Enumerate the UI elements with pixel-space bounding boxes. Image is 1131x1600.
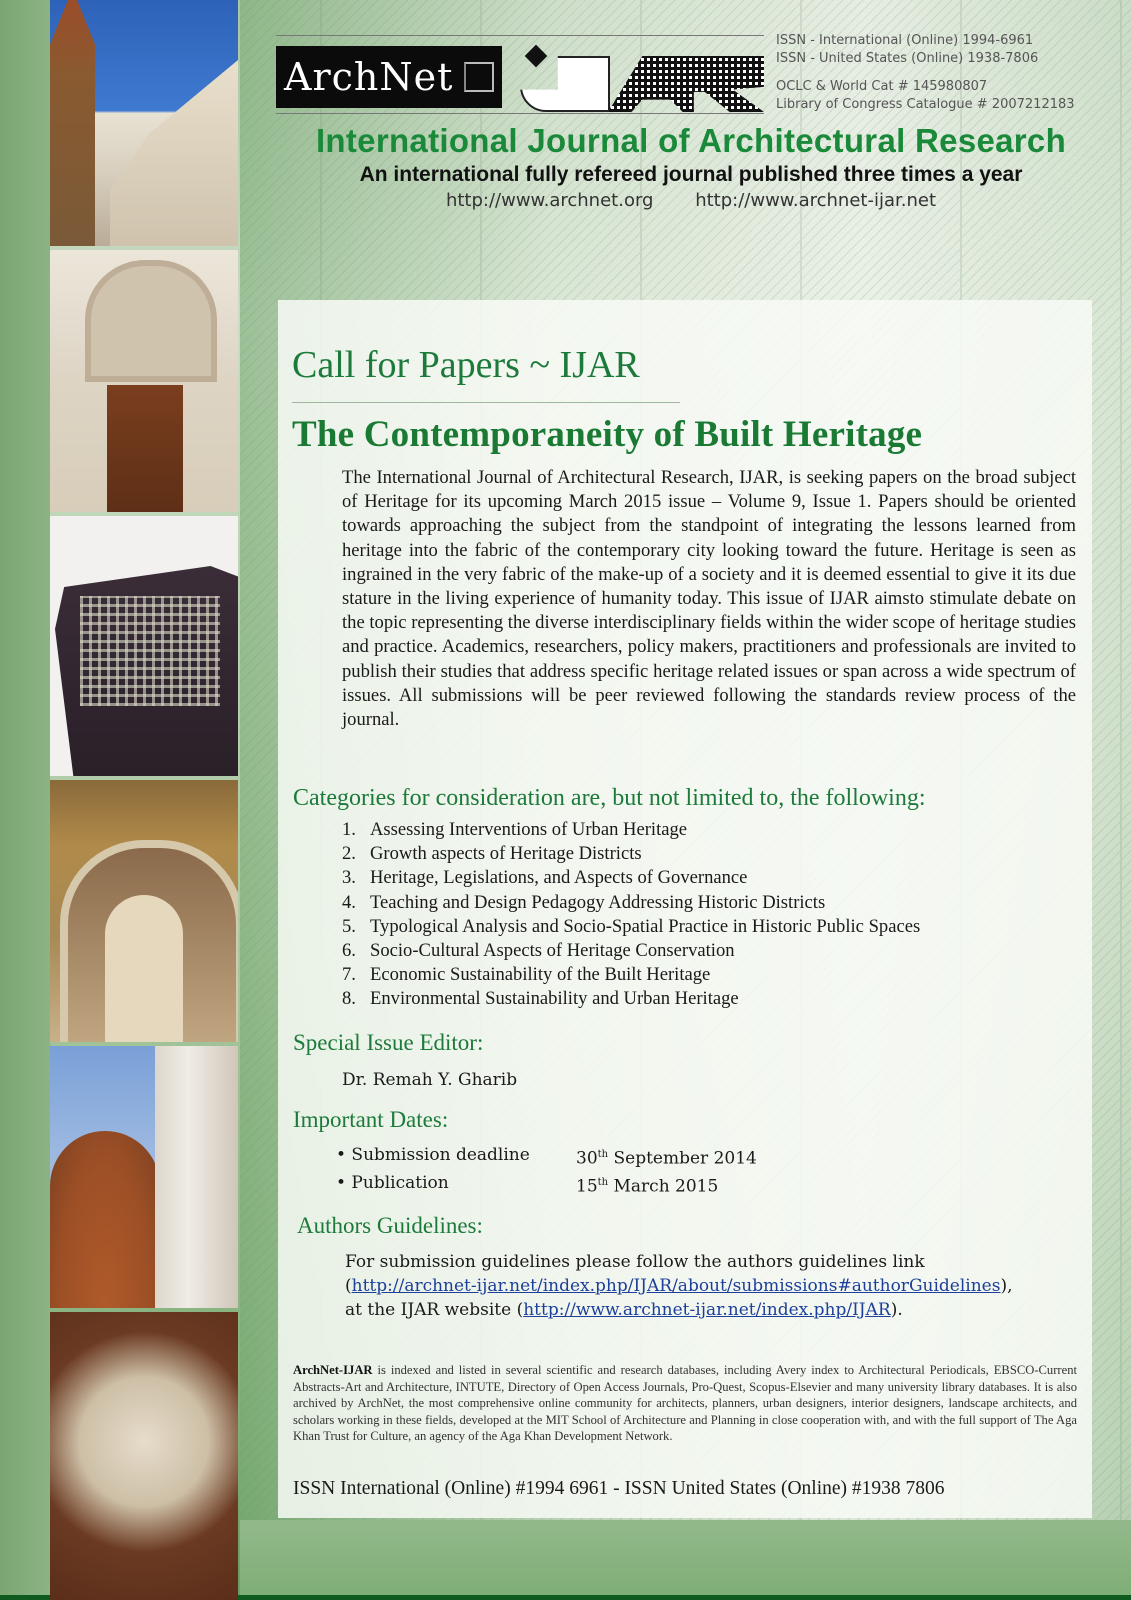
indexing-text: is indexed and listed in several scientific and research databases, including Avery index to Architectural Periodicals, EBSCO-Current Abstracts-Art and Architecture, INTUTE, Directory of Open Access Journals, Pro-Quest, Scopus-Elsevier and many university library databases. It is also archived by ArchNet, the most comprehensive online community for architects, planners, urban designers, interior designers, landscape architects, and scholars working in these fields, developed at the MIT School of Architecture and Planning in close cooperation with, and with the full support of The Aga Khan Trust for Culture, an agency of the Aga Khan Development Network. bbox=[293, 1363, 1077, 1443]
issn-united-states: ISSN - United States (Online) 1938-7806 bbox=[776, 51, 1039, 66]
dates-heading: Important Dates: bbox=[293, 1107, 449, 1132]
date-row-publication: • Publication 15th March 2015 bbox=[336, 1172, 719, 1197]
guidelines-mid-text: at the IJAR website ( bbox=[345, 1300, 524, 1320]
ijar-logo bbox=[520, 42, 764, 112]
category-item: 6. Socio-Cultural Aspects of Heritage Conservation bbox=[342, 940, 735, 962]
category-item: 8. Environmental Sustainability and Urban Heritage bbox=[342, 988, 739, 1010]
ijar-website-link[interactable]: http://www.archnet-ijar.net/index.php/IJAR bbox=[523, 1300, 891, 1320]
guidelines-line: For submission guidelines please follow the authors guidelines link bbox=[345, 1252, 925, 1272]
category-item: 1. Assessing Interventions of Urban Heritage bbox=[342, 819, 688, 840]
ijar-url-link[interactable]: http://www.archnet-ijar.net bbox=[695, 190, 937, 211]
indexing-brand: ArchNet-IJAR bbox=[293, 1363, 373, 1377]
author-guidelines-link[interactable]: http://archnet-ijar.net/index.php/IJAR/about/submissions#authorGuidelines bbox=[351, 1276, 1001, 1296]
intro-paragraph: The International Journal of Architectural Research, IJAR, is seeking papers on the broad subject of Heritage for its upcoming March 2015 issue – Volume 9, Issue 1. Papers should be oriented towards approaching the subject from the standpoint of integrating the lessons learned from heritage into the fabric of the contemporary city looking toward the future. Heritage is seen as ingrained in the very fabric of the make-up of a society and it is deemed essential to give it its due stature in the living experience of humanity today. This issue of IJAR aimsto stimulate debate on the topic representing the diverse interdisciplinary fields within the wider scope of heritage studies and practice. Academics, researchers, policy makers, practitioners and professionals are invited to publish their studies that address specific heritage related issues or span across a wide spectrum of issues. All submissions will be peer reviewed following the standards review process of the journal. bbox=[342, 467, 1076, 731]
call-for-papers-title: Call for Papers ~ IJAR bbox=[292, 344, 640, 386]
logo-area bbox=[276, 36, 764, 114]
photo-santa-maria-novella bbox=[50, 0, 238, 246]
journal-urls bbox=[276, 190, 1106, 211]
category-item: 2. Growth aspects of Heritage Districts bbox=[342, 843, 642, 865]
ijar-ar-glyph bbox=[608, 56, 764, 112]
categories-heading: Categories for consideration are, but not limited to, the following: bbox=[293, 785, 926, 811]
archnet-url-link[interactable]: http://www.archnet.org bbox=[445, 190, 654, 211]
archnet-logo-text: ArchNet bbox=[284, 55, 454, 99]
journal-title: International Journal of Architectural Research bbox=[315, 122, 1067, 159]
date-row-submission: • Submission deadline 30th September 2014 bbox=[336, 1145, 757, 1169]
ijar-diamond-icon bbox=[525, 45, 548, 68]
issn-info bbox=[776, 32, 1116, 114]
editor-heading: Special Issue Editor: bbox=[293, 1030, 484, 1055]
journal-subtitle: An international fully refereed journal published three times a year bbox=[359, 163, 1023, 186]
guidelines-heading: Authors Guidelines: bbox=[297, 1213, 483, 1238]
photo-florence-dome bbox=[50, 1046, 238, 1308]
left-green-margin bbox=[0, 0, 50, 1600]
editor-name: Dr. Remah Y. Gharib bbox=[342, 1070, 518, 1090]
photo-column bbox=[50, 0, 238, 1600]
indexing-note bbox=[293, 1362, 1077, 1445]
archnet-square-icon bbox=[464, 62, 494, 92]
issn-footer: ISSN International (Online) #1994 6961 - ISSN United States (Online) #1938 7806 bbox=[293, 1478, 945, 1499]
category-item: 3. Heritage, Legislations, and Aspects of Governance bbox=[342, 867, 748, 889]
issn-international: ISSN - International (Online) 1994-6961 bbox=[776, 33, 1034, 48]
photo-mashrabiya-balcony bbox=[50, 516, 238, 776]
guidelines-text: For submission guidelines please follow the authors guidelines link (http://archnet-ijar.net/index.php/IJAR/about/submissions#authorGuidelines), at the IJAR website (http://www.archnet-ijar.net/index.php/IJAR). bbox=[345, 1250, 1085, 1322]
categories-list bbox=[342, 818, 920, 1012]
photo-carved-star bbox=[50, 1312, 238, 1600]
issue-theme-title: The Contemporaneity of Built Heritage bbox=[292, 414, 923, 455]
background-map-bottom bbox=[240, 1520, 1131, 1595]
library-of-congress-number: Library of Congress Catalogue # 2007212183 bbox=[776, 97, 1075, 112]
archnet-logo bbox=[276, 46, 502, 108]
photo-santa-croce-portal bbox=[50, 250, 238, 512]
category-item: 5. Typological Analysis and Socio-Spatial Practice in Historic Public Spaces bbox=[342, 915, 921, 937]
important-dates bbox=[336, 1143, 757, 1198]
oclc-number: OCLC & World Cat # 145980807 bbox=[776, 79, 988, 94]
category-item: 4. Teaching and Design Pedagogy Addressing Historic Districts bbox=[342, 891, 826, 913]
title-divider bbox=[292, 402, 680, 403]
photo-mihrab-arch bbox=[50, 780, 238, 1042]
category-item: 7. Economic Sustainability of the Built Heritage bbox=[342, 964, 711, 986]
